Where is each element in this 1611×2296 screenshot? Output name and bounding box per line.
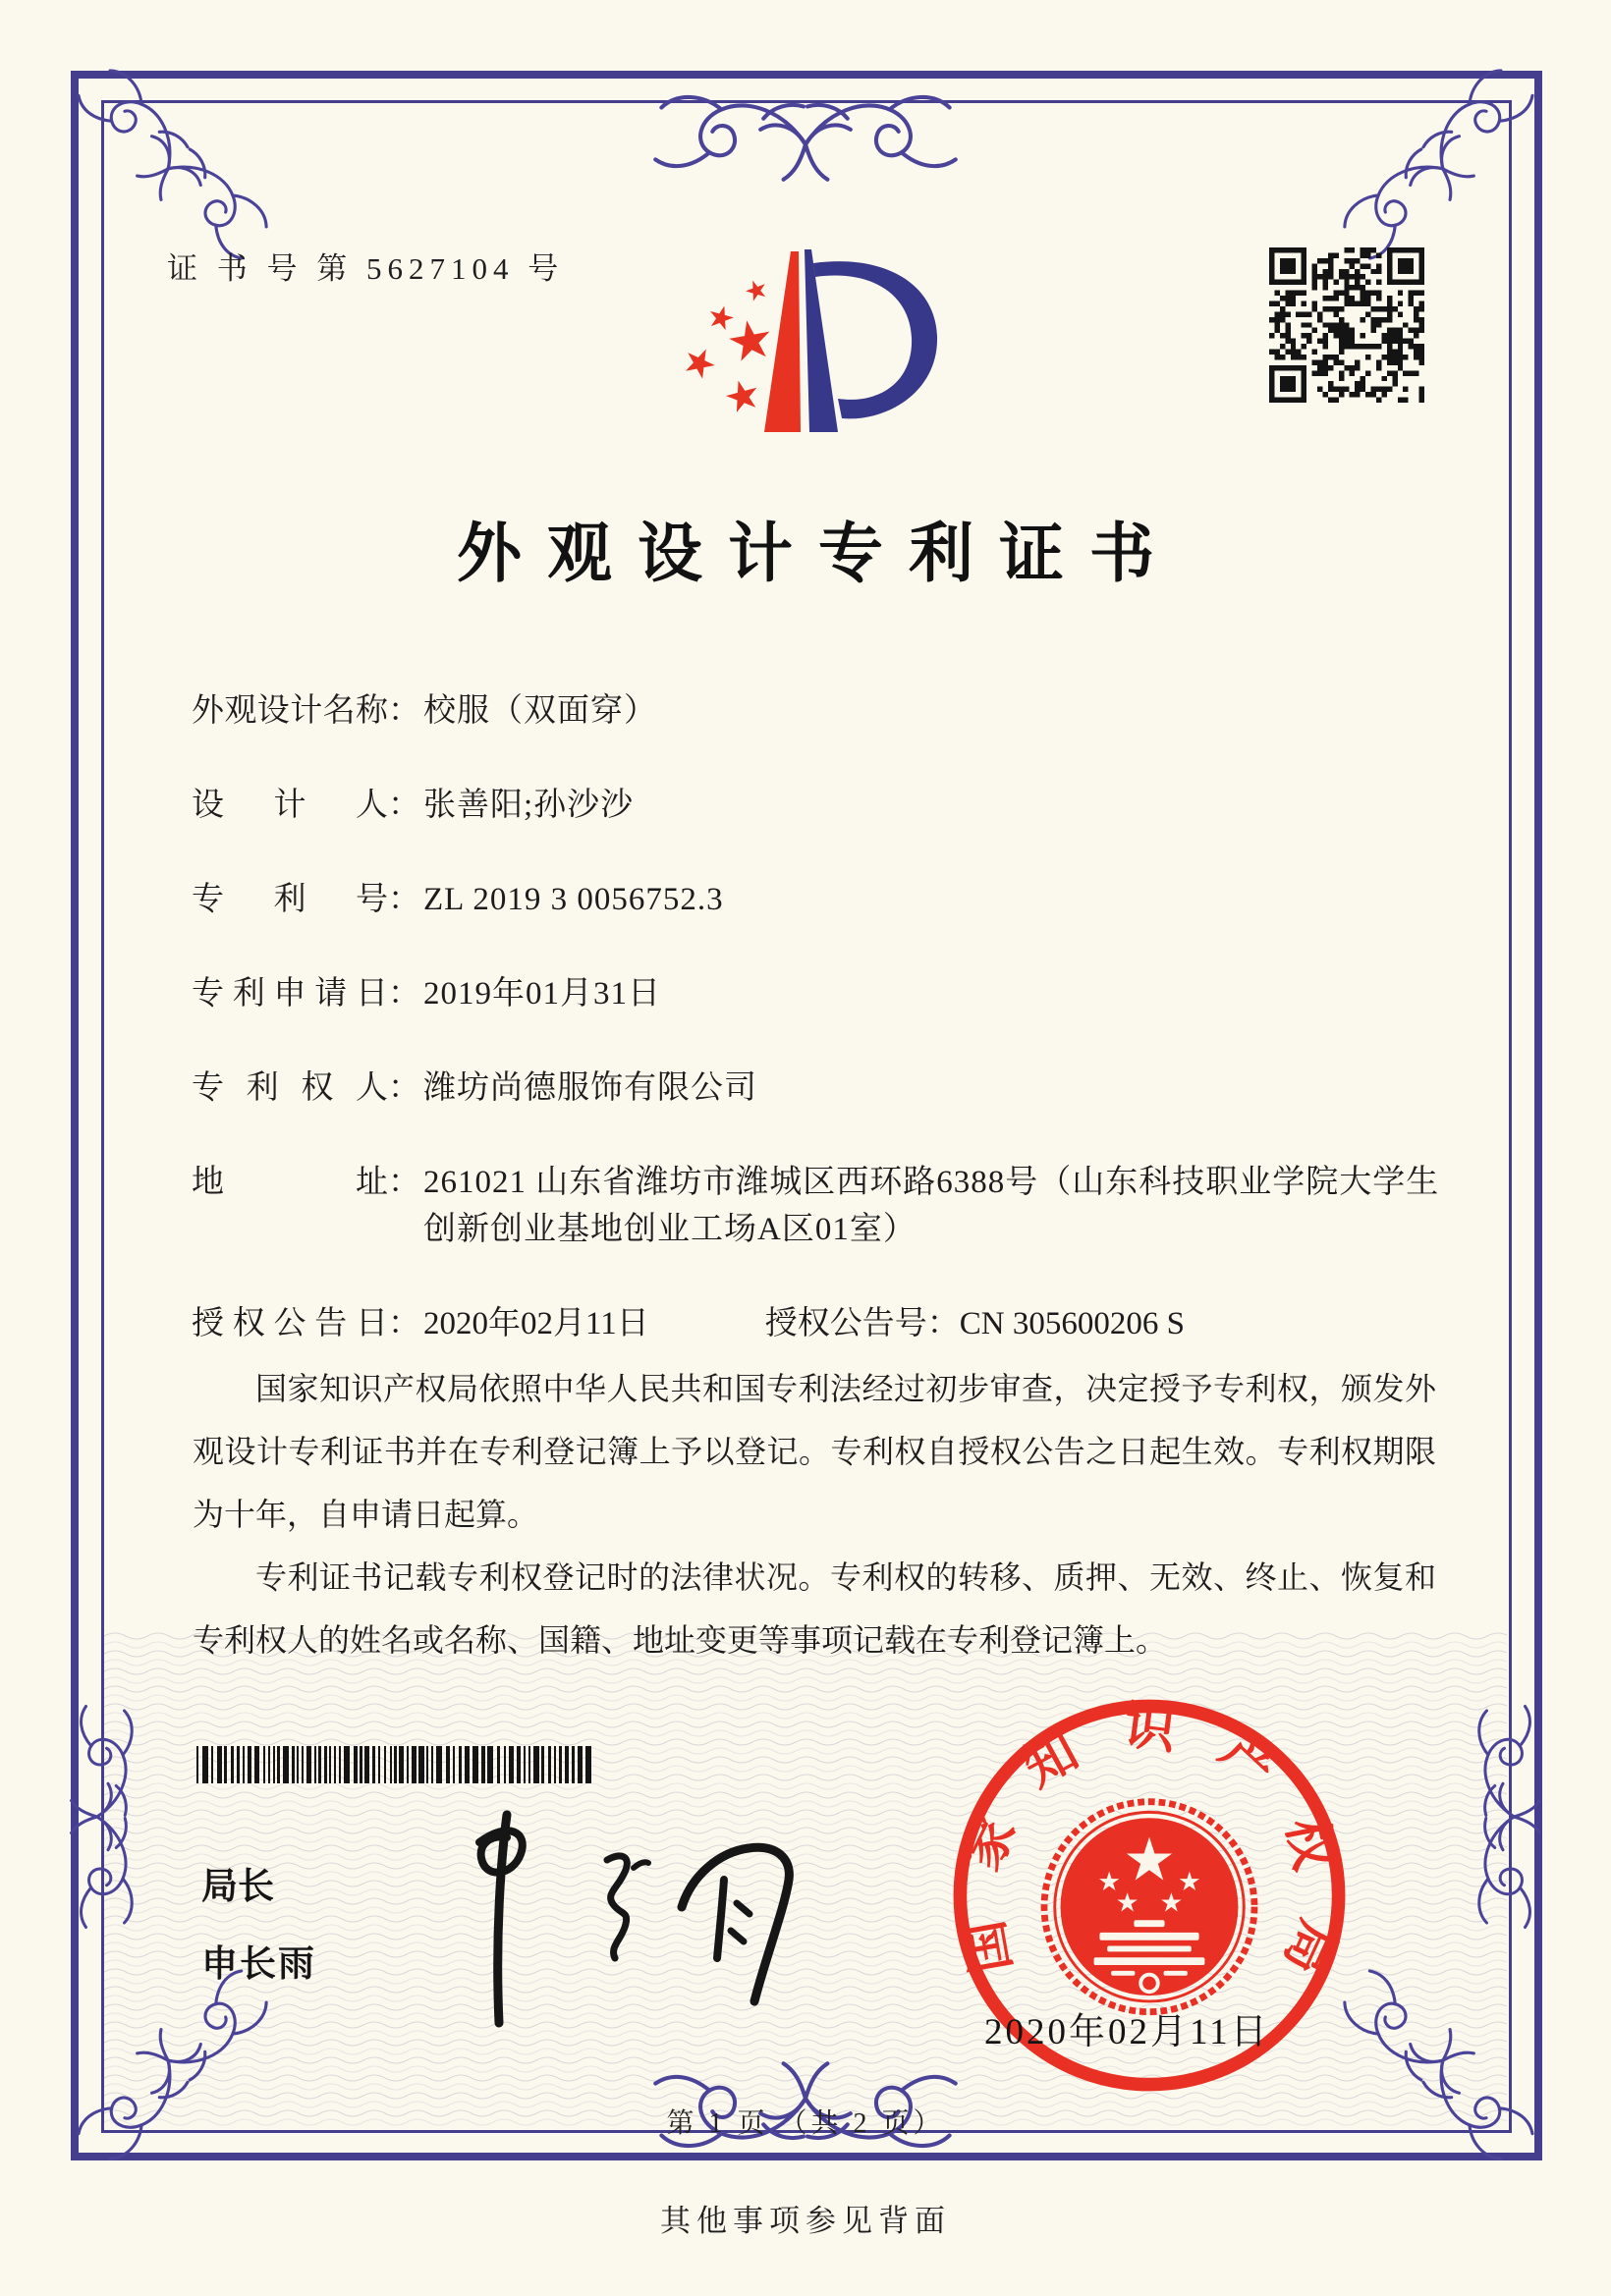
field-grant-row: 授权公告日 ： 2020年02月11日 授权公告号：CN 305600206 S [192, 1300, 1442, 1347]
field-design-name: 外观设计名称 ： 校服（双面穿） [192, 687, 1442, 735]
field-label: 专利号 [192, 882, 388, 917]
legal-text [193, 1357, 1436, 1671]
field-filing-date: 专利申请日 ： 2019年01月31日 [192, 970, 1442, 1017]
field-label: 授权公告日 [192, 1306, 388, 1341]
signer-block [201, 1868, 316, 1982]
grant-number-pair: 授权公告号：CN 305600206 S [764, 1306, 1185, 1341]
signer-name: 申长雨 [201, 1943, 316, 1984]
grant-number-value: CN 305600206 S [959, 1306, 1185, 1341]
legal-paragraph-1: 国家知识产权局依照中华人民共和国专利法经过初步审查，决定授予专利权，颁发外观设计专利证书并在专利登记簿上予以登记。专利权自授权公告之日起生效。专利权期限为十年，自申请日起算。 [193, 1371, 1436, 1532]
field-value: 2019年01月31日 [423, 976, 661, 1011]
certificate-number: 证 书 号 第 5627104 号 [167, 251, 565, 286]
right-edge-flourish [1460, 1699, 1558, 1935]
page-number: 第 1 页 （共 2 页） [666, 2108, 945, 2139]
field-value: 校服（双面穿） [423, 693, 657, 729]
signer-title: 局长 [201, 1866, 274, 1906]
field-patent-number: 专利号 ： ZL 2019 3 0056752.3 [192, 876, 1442, 923]
top-center-flourish [570, 82, 1041, 192]
field-value: 潍坊尚德服饰有限公司 [423, 1070, 757, 1106]
field-label: 设计人 [192, 788, 388, 823]
field-value: ZL 2019 3 0056752.3 [423, 882, 724, 917]
qr-code-icon [1269, 247, 1424, 403]
signature-icon [424, 1809, 847, 2030]
document-title: 外观设计专利证书 [457, 519, 1180, 590]
seal-text: 国家知识产权局 [949, 1697, 1351, 2022]
field-designer: 设计人 ： 张善阳;孙沙沙 [192, 782, 1442, 829]
field-label: 授权公告号 [764, 1306, 927, 1341]
left-edge-flourish [53, 1699, 151, 1935]
legal-paragraph-2: 专利证书记载专利权登记时的法律状况。专利权的转移、质押、无效、终止、恢复和专利权人的姓名或名称、国籍、地址变更等事项记载在专利登记簿上。 [193, 1559, 1436, 1658]
field-label: 外观设计名称 [192, 693, 388, 729]
field-label: 地址 [192, 1165, 388, 1200]
field-value: 张善阳;孙沙沙 [423, 788, 635, 823]
field-label: 专利申请日 [192, 976, 388, 1011]
field-value: 261021 山东省潍坊市潍城区西环路6388号（山东科技职业学院大学生创新创业基地创业工场A区01室） [423, 1165, 1440, 1247]
back-note: 其他事项参见背面 [660, 2204, 951, 2238]
seal-date: 2020年02月11日 [984, 2012, 1270, 2052]
grant-date-value: 2020年02月11日 [423, 1306, 649, 1341]
field-address: 地址 ： 261021 山东省潍坊市潍城区西环路6388号（山东科技职业学院大学生创新创业基地创业工场A区01室） [192, 1159, 1442, 1253]
field-list [192, 687, 1442, 1347]
cnipa-logo-icon [640, 226, 986, 460]
barcode-icon [196, 1746, 593, 1783]
field-patentee: 专利权人 ： 潍坊尚德服饰有限公司 [192, 1065, 1442, 1112]
field-label: 专利权人 [192, 1070, 388, 1106]
